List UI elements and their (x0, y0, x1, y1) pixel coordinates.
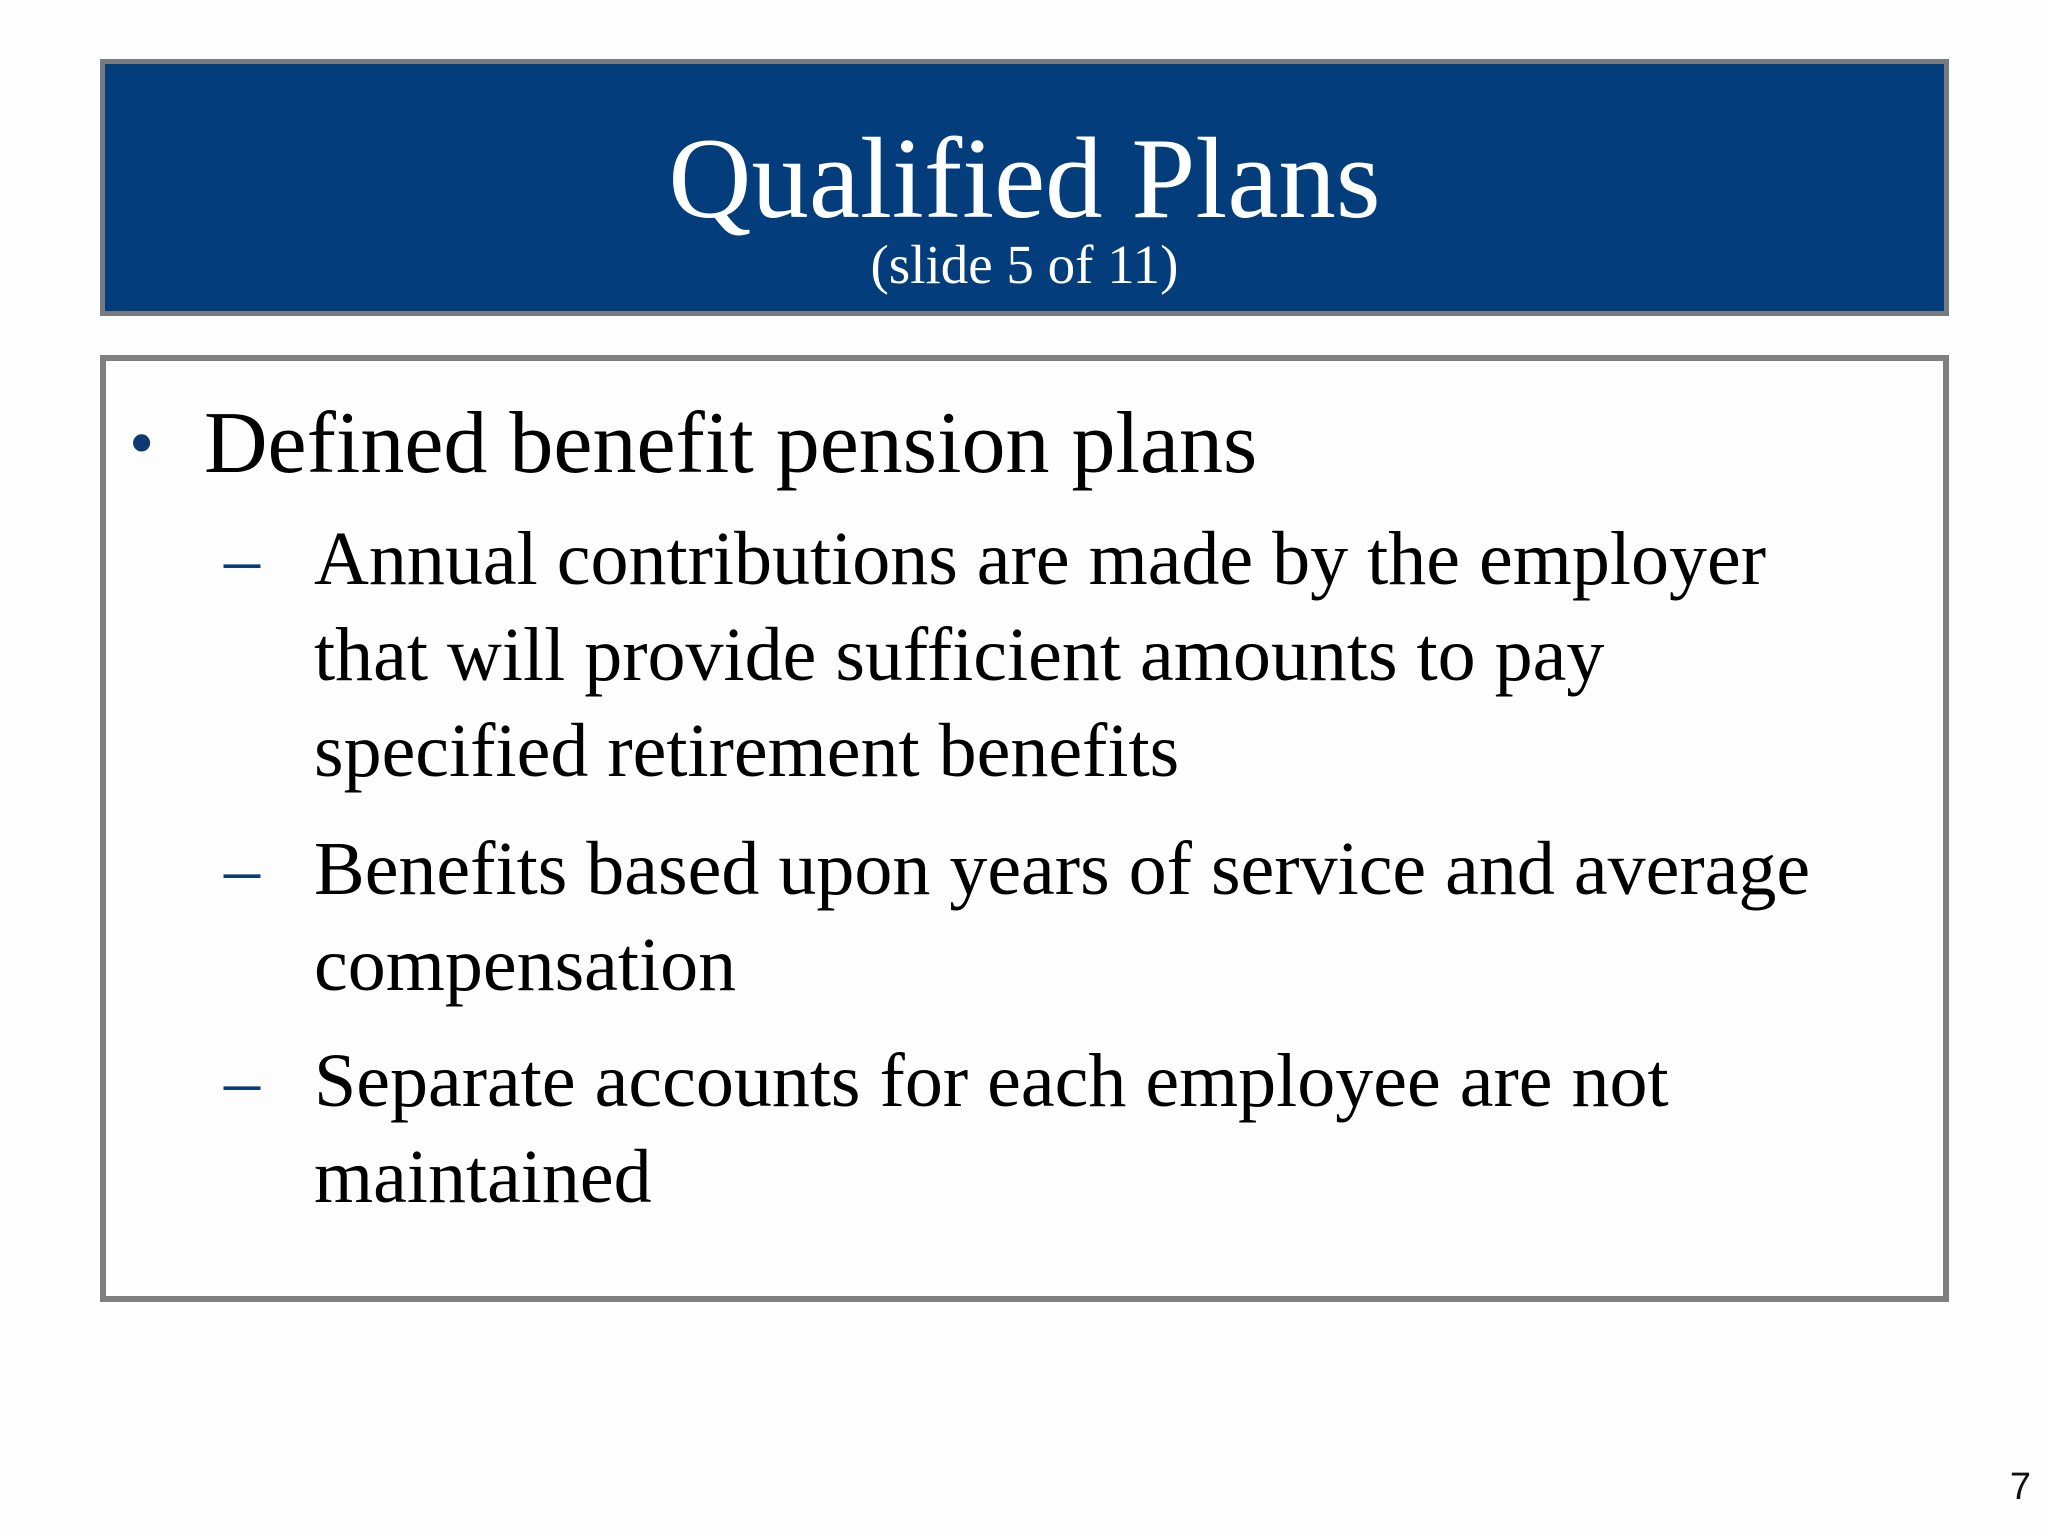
subitem-text (314, 1033, 1913, 1225)
subitem-annual-contributions (224, 511, 1913, 801)
main-bullet (129, 391, 1923, 496)
subitem-line: maintained (314, 1135, 652, 1219)
subitem-benefits-basis (224, 821, 1913, 1013)
page-number: 7 (2009, 1466, 2031, 1508)
slide-title-banner (100, 59, 1949, 316)
subitem-separate-accounts (224, 1033, 1913, 1225)
subitem-text (314, 821, 1913, 1013)
slide-subtitle: (slide 5 of 11) (870, 234, 1179, 295)
subitem-line: Benefits based upon years of service and average (314, 827, 1811, 911)
subitem-line: compensation (314, 923, 737, 1007)
subitem-line: specified retirement benefits (314, 709, 1180, 793)
slide-title: Qualified Plans (668, 115, 1381, 242)
dash-icon: – (224, 829, 260, 909)
dash-icon: – (224, 1041, 260, 1121)
subitem-line: Separate accounts for each employee are not (314, 1039, 1669, 1123)
bullet-icon: • (129, 403, 155, 483)
subitem-text (314, 511, 1913, 799)
subitem-line: that will provide sufficient amounts to pay (314, 613, 1605, 697)
dash-icon: – (224, 519, 260, 599)
slide-content-box (100, 355, 1949, 1302)
main-bullet-text: Defined benefit pension plans (204, 395, 1258, 492)
subitem-line: Annual contributions are made by the employer (314, 517, 1767, 601)
